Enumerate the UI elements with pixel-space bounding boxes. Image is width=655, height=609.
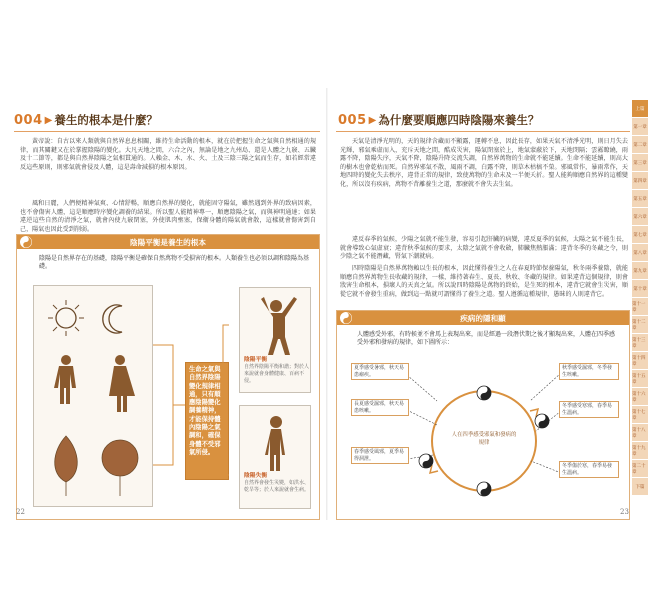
cycle-center-label: 人在四季感受邪氣和發病的規律 — [451, 432, 517, 446]
yin-yang-icon — [477, 482, 491, 496]
chapter-tab[interactable]: 第三章 — [632, 154, 648, 171]
cycle-node: 春季感受風邪，夏季易得洞泄。 — [351, 447, 409, 464]
arrow-icon: ▶ — [44, 114, 53, 126]
chapter-tab[interactable]: 第十六章 — [632, 388, 648, 405]
chapter-tab[interactable]: 第十二章 — [632, 316, 648, 333]
balance-label: 陰陽平衡 — [244, 357, 268, 363]
right-page — [336, 88, 630, 528]
cycle-node: 長夏感受濕邪，秋天易患咳嗽。 — [351, 399, 409, 416]
chapter-tab[interactable]: 第八章 — [632, 244, 648, 261]
cycle-node: 夏季感受暑邪，秋天易患瘧疾。 — [351, 363, 409, 380]
chapter-tab[interactable]: 第二章 — [632, 136, 648, 153]
box-title: 陰陽平衡是養生的根本 — [130, 237, 206, 247]
balance-figure-panel — [239, 287, 311, 393]
section-number: 005 — [338, 112, 367, 128]
chapter-tab[interactable]: 上篇 — [632, 100, 648, 117]
central-explanation: 生命之氣與自然界陰陽變化規律相通，只有順應陰陽變化調養精神，才能保持體內陰陽之氣調和，確保身體不受邪氣所侵。 — [185, 362, 229, 480]
chapter-tab[interactable]: 第二十章 — [632, 460, 648, 477]
paragraph: 風和日麗，人們便精神氣爽、心情舒暢，順應自然界的變化，就能固守陽氣，雖然遇到外界的致病因素，也不會傷害人體，這是順應時序變化調養的結果。所以聖人能精神專一，順應陰陽之氣，而與神明通達；如果違逆這些自然的清淨之氣，就會內使九竅閉塞，外使肌肉壅塞，保衛身體的陽氣就會散，這樣就會傷害到自己，陽氣也因此受到削弱。 — [20, 200, 316, 233]
cycle-node: 秋季感受濕邪，冬季發生咳嗽。 — [559, 363, 619, 380]
paragraph: 違反春季的氣候，少陽之氣就不能生發，容易引起肝臟的病變，違反夏季的氣候，太陽之氣不能生長，就會導致心氣虛衰；違背秋季氣候的要求，太陰之氣就不會收斂，肺臟焦熱脹滿；違背冬季的冬藏之令，則少陰之氣不能潛藏，腎氣下潮就病。 — [340, 236, 628, 261]
chapter-tab[interactable]: 第五章 — [632, 190, 648, 207]
sun-moon-people-trees-drawing — [34, 286, 154, 508]
yin-yang-icon — [340, 312, 352, 324]
chapter-tab[interactable]: 第十七章 — [632, 406, 648, 423]
moon-icon — [103, 305, 122, 333]
box-intro: 陰陽是自然界存在的基礎，陰陽平衡是確保自然萬物不受損害的根本。人類養生也必須以調和陰陽為基礎。 — [39, 255, 310, 271]
left-page — [14, 88, 320, 528]
page-number: 22 — [16, 508, 25, 516]
arrow-icon: ▶ — [368, 114, 377, 126]
box-intro: 人體感受外邪，有時候並不會馬上表現出來，而是經過一段潛伏期之後才顯現出來，人體在四季感受外邪和發病的規律，如下圖所示： — [357, 331, 616, 347]
info-box — [336, 310, 630, 520]
paragraph: 四時陰陽是自然界萬物賴以生長的根本，因此懂得養生之人在春夏時節保養陽氣，秋冬兩季養陰，就能順應自然界萬物生長收藏的規律，一樣，維持著春生、夏長、秋收、冬藏的規律。如果違背這個規律，則會戕害生命根本，損壞人的天真之氣。所以說四時陰陽是萬物的終始，是生死的根本，違背它就會生災害，順從它就不會發生重病，做到這一點就可謂懂得了養生之道。聖人遵循這種規律，愚昧的人則違背它。 — [340, 265, 628, 298]
box-header — [17, 235, 319, 249]
connector-lines — [153, 285, 233, 507]
chapter-tab[interactable]: 下篇 — [632, 478, 648, 495]
yin-yang-icon — [535, 414, 549, 428]
chapter-tab[interactable]: 第十一章 — [632, 298, 648, 315]
chapter-tab[interactable]: 第十章 — [632, 280, 648, 297]
cycle-node: 冬季感受寒邪，春季易生溫病。 — [559, 401, 619, 418]
chapter-tab[interactable]: 第十四章 — [632, 352, 648, 369]
imbalance-label: 陰陽失衡 — [244, 473, 268, 479]
box-title: 疾病的隱和顯 — [460, 313, 506, 323]
cycle-node: 冬季傷於寒，春季易發生溫病。 — [559, 461, 619, 478]
chapter-tab[interactable]: 第四章 — [632, 172, 648, 189]
imbalance-note: 自然界會發生災變，如洪水、乾旱等；於人來說就會生病。 — [244, 480, 310, 493]
paragraph: 天氣是清淨光明的，天的規律含藏而不顯露，運轉不息，因此長存，如果天氣不清淨光明，則日月失去光輝，邪氣乘虛而入，充斥天地之間，酷成災害，陽氣閉塞於上，地氣蒙蔽於下，天地閉隔；雲霧瞭繞，雨露不降，陰陽失序，天氣不降，陰陽升降交流失調，自然界萬物的生命就不能延續。生命不能延續，則高大的樹木也會乾枯而死。自然界邪氣不散，風雨不調，白露不降，則草木枯槁不榮。邪風常作，暴雨常作，天地四時的變化失去秩序，違背正常的規律，致使萬物的生命未及一半便夭折。聖人能夠順應自然界的這種變化，所以沒有疾病，萬物不背離養生之道，那麼就不會失去生氣。 — [340, 138, 628, 188]
book-gutter — [326, 88, 328, 520]
paragraph: 黃帝說：自古以來人類就與自然界息息相關，維持生命活動的根本，就在於把握生命之氣與自然相通的規律，而其關鍵又在於掌握陰陽的變化。大凡天地之間，六合之內，無論是地之九州島、還是人體之九竅、五臟及十二節等，都是與自然界陰陽之氣相貫通的。人賴金、木、水、火、土及三陰三陽之氣而生存，如若經常違反這些原則，則邪氣就會侵及人體，這是壽命減損的根本原因。 — [20, 138, 316, 171]
chapter-tab[interactable]: 第九章 — [632, 262, 648, 279]
yin-yang-icon — [477, 386, 491, 400]
balance-note: 自然界陰陽平衡和諧；對於人來說就會身體健康、百病不侵。 — [244, 364, 310, 384]
section-heading: 養生的根本是什麼？ — [54, 113, 158, 127]
section-title-005 — [338, 110, 539, 130]
chapter-tab-strip — [632, 100, 648, 500]
chapter-tab[interactable]: 第十九章 — [632, 442, 648, 459]
sun-icon — [48, 300, 84, 336]
chapter-tab[interactable]: 第十八章 — [632, 424, 648, 441]
chapter-tab[interactable]: 第七章 — [632, 226, 648, 243]
box-header — [337, 311, 629, 325]
weak-person-icon — [240, 406, 312, 476]
section-heading: 為什麼要順應四時陰陽來養生？ — [378, 113, 540, 127]
section-number: 004 — [14, 112, 43, 128]
imbalance-figure-panel — [239, 405, 311, 509]
chapter-tab[interactable]: 第十三章 — [632, 334, 648, 351]
chapter-tab[interactable]: 第一章 — [632, 118, 648, 135]
chapter-tab[interactable]: 第十五章 — [632, 370, 648, 387]
nature-illustration — [33, 285, 153, 507]
yin-yang-icon — [419, 454, 433, 468]
title-rule — [14, 131, 320, 132]
chapter-tab[interactable]: 第六章 — [632, 208, 648, 225]
title-rule — [336, 131, 630, 132]
page-number: 23 — [620, 508, 629, 516]
yin-yang-icon — [20, 236, 32, 248]
info-box — [16, 234, 320, 520]
joyful-person-icon — [240, 288, 312, 358]
section-title-004 — [14, 110, 158, 130]
